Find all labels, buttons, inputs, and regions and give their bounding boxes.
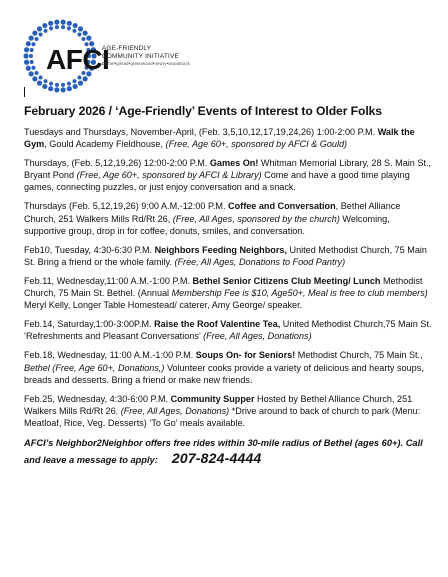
text-cursor	[24, 87, 25, 97]
event-item: Thursdays (Feb. 5,12,19,26) 9:00 A.M.-12:00 P.M. Coffee and Conversation, Bethel Alliance Church, 251 Walkers Mills Rd/Rt 26, (Free, All Ages, sponsored by the church) Welcoming, supportive group, drop in for coffee, donuts, smiles, and conversation.	[24, 201, 401, 236]
event-list	[24, 126, 434, 468]
event-item: Feb.11, Wednesday,11:00 A.M.-1:00 P.M. Bethel Senior Citizens Club Meeting/ Lunch Methodist Church, 75 Main St. Bethel. (Annual Membership Fee is $10, Age50+, Meal is free to club members) Meryl Kelly, Longer Table Homestead/ caterer, Amy George/ speaker.	[24, 275, 428, 311]
event-item: Thursdays, (Feb. 5,12,19,26) 12:00-2:00 P.M. Games On! Whitman Memorial Library, 28 S. Main St., Bryant Pond (Free, Age 60+, sponsored by AFCI & Library) Come and have a good time playing games, connecting puzzles, or just enjoy conversation and a snack.	[24, 158, 432, 193]
event-item: Feb.18, Wednesday, 11:00 A.M.-1:00 P.M. Soups On- for Seniors! Methodist Church, 75 Main St., Bethel (Free, Age 60+, Donations,) Volunteer cooks provide a variety of delicious and hearty soups, breads and desserts. Bring a friend or make new friends.	[24, 350, 424, 385]
footer-text: AFCI’s Neighbor2Neighbor offers free rides within 30-mile radius of Bethel (ages 60+). Call and leave a message to apply:	[24, 437, 423, 465]
logo-line-3: bethel•gilead•greenwood•newry•woodstock	[102, 61, 190, 67]
event-item: Feb.14, Saturday,1:00-3:00P.M. Raise the Roof Valentine Tea, United Methodist Church,75 Main St. ‘Refreshments and Pleasant Conversations’ (Free, All Ages, Donations)	[24, 319, 432, 342]
event-item: Feb.25, Wednesday, 4:30-6:00 P.M. Community Supper Hosted by Bethel Alliance Church, 251 Walkers Mills Rd/Rt 26. (Free, All Ages, Donations) *Drive around to back of church to park (Menu: Meatloaf, Rice, Veg. Desserts) ‘To Go’ meals available.	[24, 393, 421, 428]
event-item: Tuesdays and Thursdays, November-April, (Feb. 3,5,10,12,17,19,24,26) 1:00-2:00 P.M. Walk the Gym, Gould Academy Fieldhouse, (Free, Age 60+, sponsored by AFCI & Gould)	[24, 127, 415, 150]
afci-logo	[22, 18, 232, 96]
page-title: February 2026 / ‘Age-Friendly’ Events of Interest to Older Folks	[24, 104, 382, 118]
logo-acronym: AFCI	[46, 44, 110, 75]
logo-line-1: AGE-FRIENDLY	[102, 45, 152, 52]
event-item: Feb10, Tuesday, 4:30-6:30 P.M. Neighbors Feeding Neighbors, United Methodist Church, 75 Main St. Bring a friend or the whole family. (Free, All Ages, Donations to Food Pantry)	[24, 244, 427, 267]
logo-line-2: COMMUNITY INITIATIVE	[102, 52, 179, 60]
logo-subtitle	[102, 45, 190, 68]
phone-number: 207-824-4444	[171, 449, 262, 466]
rides-footer	[24, 436, 434, 468]
